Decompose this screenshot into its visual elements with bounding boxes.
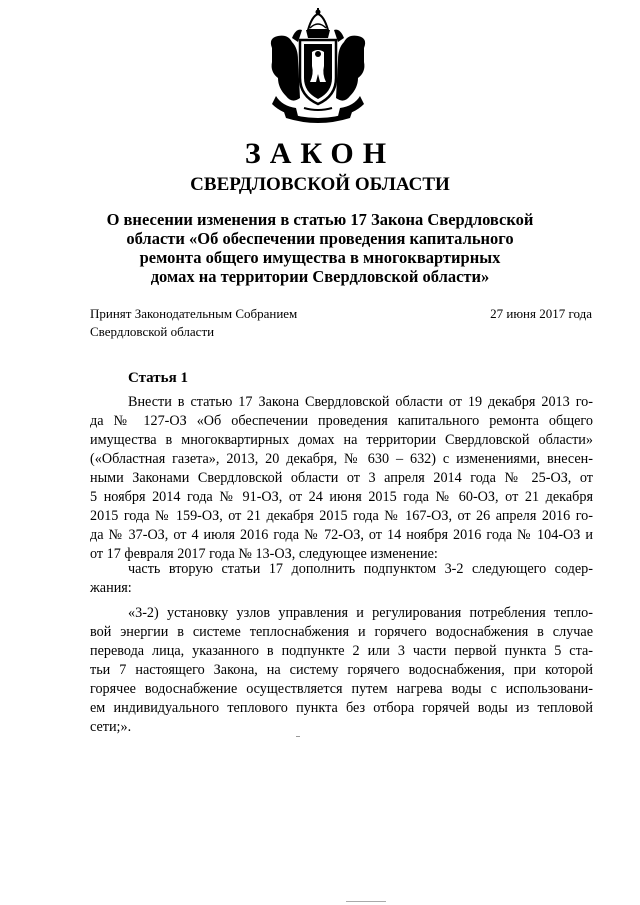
text-line: перевода лица, указанного в подпункте 2 или 3 части первой пункта 5 ста- xyxy=(90,643,593,659)
text-line: горячее водоснабжение осуществляется путем нагрева воды с использовани- xyxy=(90,681,593,697)
text-line: часть вторую статьи 17 дополнить подпунктом 3-2 следующего содер- xyxy=(128,561,593,577)
text-line: 5 ноября 2014 года № 91-ОЗ, от 24 июня 2015 года № 60-ОЗ, от 21 декабря xyxy=(90,489,593,505)
paragraph-3 xyxy=(90,604,593,737)
text-line: Внести в статью 17 Закона Свердловской области от 19 декабря 2013 го- xyxy=(128,394,593,410)
adopted-by: Принят Законодательным Собранием Свердловской области xyxy=(90,306,298,339)
text-line: сети;». xyxy=(90,719,132,735)
article-heading: Статья 1 xyxy=(128,370,188,386)
adoption-date: 27 июня 2017 года xyxy=(490,306,592,321)
law-subject: О внесении изменения в статью 17 Закона Свердловской области «Об обеспечении проведения капитального ремонта общего имущества в многоквартирных домах на территории Свердловской области» xyxy=(106,210,534,286)
text-line: 2015 года № 159-ОЗ, от 21 декабря 2015 года № 167-ОЗ, от 26 апреля 2016 го- xyxy=(90,508,593,524)
text-line: да № 37-ОЗ, от 4 июля 2016 года № 72-ОЗ, от 14 ноября 2016 года № 104-ОЗ и xyxy=(90,527,593,543)
paragraph-2 xyxy=(90,560,593,598)
text-line: ными Законами Свердловской области от 3 апреля 2014 года № 25-ОЗ, от xyxy=(90,470,593,486)
text-line: тьи 7 настоящего Закона, на систему горячего водоснабжения, при которой xyxy=(90,662,593,678)
paragraph-1 xyxy=(90,393,593,564)
text-line: вой энергии в системе теплоснабжения и горячего водоснабжения в случае xyxy=(90,624,593,640)
text-line: от 17 февраля 2017 года № 13-ОЗ, следующее изменение: xyxy=(90,546,438,562)
text-line: жания: xyxy=(90,580,132,596)
text-line: «3-2) установку узлов управления и регулирования потребления тепло- xyxy=(128,605,593,621)
scan-mark xyxy=(296,736,300,737)
text-line: да № 127-ОЗ «Об обеспечении проведения капитального ремонта общего xyxy=(90,413,593,429)
coat-of-arms-icon xyxy=(262,8,374,124)
text-line: («Областная газета», 2013, 20 декабря, № 630 – 632) с изменениями, внесен- xyxy=(90,451,593,467)
text-line: имущества в многоквартирных домах на территории Свердловской области» xyxy=(90,432,593,448)
region-title: СВЕРДЛОВСКОЙ ОБЛАСТИ xyxy=(190,174,450,195)
scan-rule xyxy=(346,901,386,902)
text-line: ем индивидуального теплового пункта без отбора горячей воды из тепловой xyxy=(90,700,593,716)
law-title: ЗАКОН xyxy=(244,137,396,170)
